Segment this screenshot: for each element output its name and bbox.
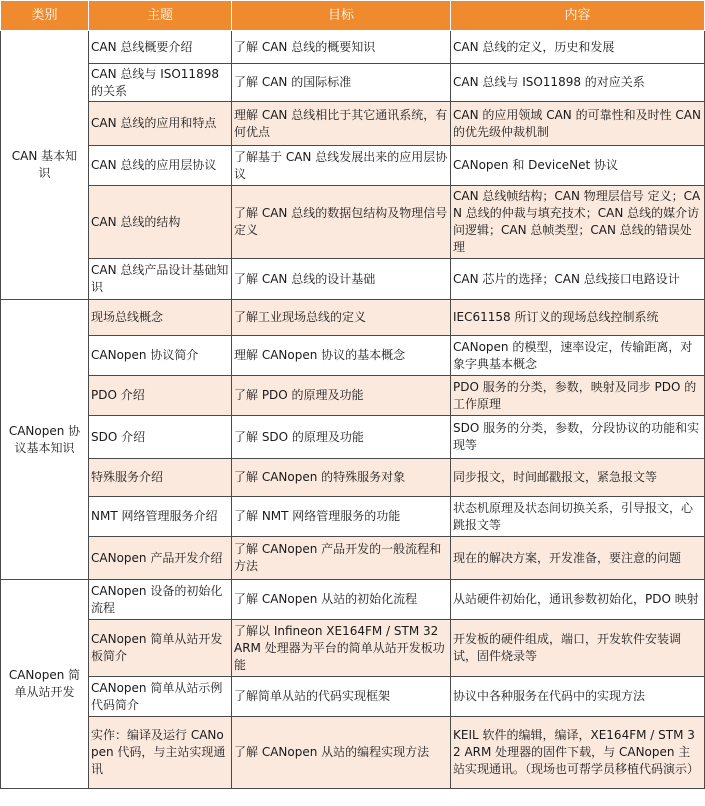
topic-cell: 特殊服务介绍 xyxy=(89,459,232,497)
goal-cell: 了解 CAN 总线的设计基础 xyxy=(232,259,451,300)
header-topic: 主题 xyxy=(89,1,232,31)
table-row xyxy=(1,300,705,336)
table-header-row xyxy=(1,1,705,31)
goal-cell: 了解 CANopen 产品开发的一般流程和 方法 xyxy=(232,537,451,580)
topic-cell: CANopen 设备的初始化流程 xyxy=(89,580,232,620)
table-row xyxy=(1,102,705,146)
topic-cell: 实作：编译及运行 CANopen 代码，与主站实现通讯 xyxy=(89,717,232,789)
topic-cell: CANopen 简单从站示例代码简介 xyxy=(89,677,232,717)
table-row xyxy=(1,537,705,580)
table-row xyxy=(1,186,705,259)
table-row xyxy=(1,259,705,300)
table-row xyxy=(1,620,705,677)
goal-cell: 了解 PDO 的原理及功能 xyxy=(232,376,451,416)
content-cell: CAN 总线帧结构；CAN 物理层信号 定义；CAN 总线的仲裁与填充技术；CAN 总线的媒介访问逻辑；CAN 总帧类型；CAN 总线的错误处理 xyxy=(451,186,705,259)
goal-cell: 了解 CAN 的国际标准 xyxy=(232,64,451,102)
goal-cell: 了解 NMT 网络管理服务的功能 xyxy=(232,497,451,537)
table-row xyxy=(1,580,705,620)
content-cell: CAN 总线的定义，历史和发展 xyxy=(451,31,705,64)
header-goal: 目标 xyxy=(232,1,451,31)
topic-cell: 现场总线概念 xyxy=(89,300,232,336)
goal-cell: 了解 SDO 的原理及功能 xyxy=(232,416,451,459)
header-content: 内容 xyxy=(451,1,705,31)
table-row xyxy=(1,497,705,537)
content-cell: 现在的解决方案，开发准备，要注意的问题 xyxy=(451,537,705,580)
goal-cell: 了解 CANopen 从站的初始化流程 xyxy=(232,580,451,620)
content-cell: 开发板的硬件组成，端口，开发软件安装调试，固件烧录等 xyxy=(451,620,705,677)
topic-cell: NMT 网络管理服务介绍 xyxy=(89,497,232,537)
topic-cell: CANopen 简单从站开发板简介 xyxy=(89,620,232,677)
category-cell: CANopen 简单从站开发 xyxy=(1,580,89,789)
content-cell: CAN 芯片的选择；CAN 总线接口电路设计 xyxy=(451,259,705,300)
topic-cell: CAN 总线与 ISO11898 的关系 xyxy=(89,64,232,102)
goal-cell: 了解 CAN 总线的数据包结构及物理信号定义 xyxy=(232,186,451,259)
goal-cell: 了解 CAN 总线的概要知识 xyxy=(232,31,451,64)
content-cell: IEC61158 所订义的现场总线控制系统 xyxy=(451,300,705,336)
content-cell: SDO 服务的分类，参数，分段协议的功能和实现等 xyxy=(451,416,705,459)
table-row xyxy=(1,677,705,717)
content-cell: PDO 服务的分类，参数，映射及同步 PDO 的工作原理 xyxy=(451,376,705,416)
content-cell: 协议中各种服务在代码中的实现方法 xyxy=(451,677,705,717)
topic-cell: SDO 介绍 xyxy=(89,416,232,459)
content-cell: CAN 的应用领域 CAN 的可靠性和及时性 CAN 的优先级仲裁机制 xyxy=(451,102,705,146)
table-row xyxy=(1,717,705,789)
topic-cell: CANopen 产品开发介绍 xyxy=(89,537,232,580)
content-cell: 状态机原理及状态间切换关系，引导报文，心跳报文等 xyxy=(451,497,705,537)
topic-cell: CAN 总线的应用和特点 xyxy=(89,102,232,146)
table-row xyxy=(1,336,705,376)
table-row xyxy=(1,376,705,416)
content-cell: 同步报文，时间邮戳报文，紧急报文等 xyxy=(451,459,705,497)
table-row xyxy=(1,146,705,186)
topic-cell: CAN 总线概要介绍 xyxy=(89,31,232,64)
goal-cell: 了解基于 CAN 总线发展出来的应用层协议 xyxy=(232,146,451,186)
category-cell: CAN 基本知识 xyxy=(1,31,89,300)
table-row xyxy=(1,31,705,64)
topic-cell: CAN 总线的结构 xyxy=(89,186,232,259)
topic-cell: PDO 介绍 xyxy=(89,376,232,416)
goal-cell: 理解 CANopen 协议的基本概念 xyxy=(232,336,451,376)
topic-cell: CANopen 协议简介 xyxy=(89,336,232,376)
category-cell: CANopen 协议基本知识 xyxy=(1,300,89,580)
goal-cell: 了解 CANopen 从站的编程实现方法 xyxy=(232,717,451,789)
content-cell: 从站硬件初始化，通讯参数初始化，PDO 映射 xyxy=(451,580,705,620)
goal-cell: 理解 CAN 总线相比于其它通讯系统，有何优点 xyxy=(232,102,451,146)
table-row xyxy=(1,459,705,497)
topic-cell: CAN 总线的应用层协议 xyxy=(89,146,232,186)
content-cell: CAN 总线与 ISO11898 的对应关系 xyxy=(451,64,705,102)
goal-cell: 了解工业现场总线的定义 xyxy=(232,300,451,336)
header-category: 类别 xyxy=(1,1,89,31)
goal-cell: 了解以 Infineon XE164FM / STM 32 ARM 处理器为平台的简单从站开发板功能 xyxy=(232,620,451,677)
content-cell: CANopen 和 DeviceNet 协议 xyxy=(451,146,705,186)
goal-cell: 了解 CANopen 的特殊服务对象 xyxy=(232,459,451,497)
table-row xyxy=(1,416,705,459)
topic-cell: CAN 总线产品设计基础知识 xyxy=(89,259,232,300)
content-cell: CANopen 的模型，速率设定，传输距离，对象字典基本概念 xyxy=(451,336,705,376)
goal-cell: 了解简单从站的代码实现框架 xyxy=(232,677,451,717)
table-row xyxy=(1,64,705,102)
content-cell: KEIL 软件的编辑，编译，XE164FM / STM 32 ARM 处理器的固件下载，与 CANopen 主站实现通讯。（现场也可帮学员移植代码演示） xyxy=(451,717,705,789)
